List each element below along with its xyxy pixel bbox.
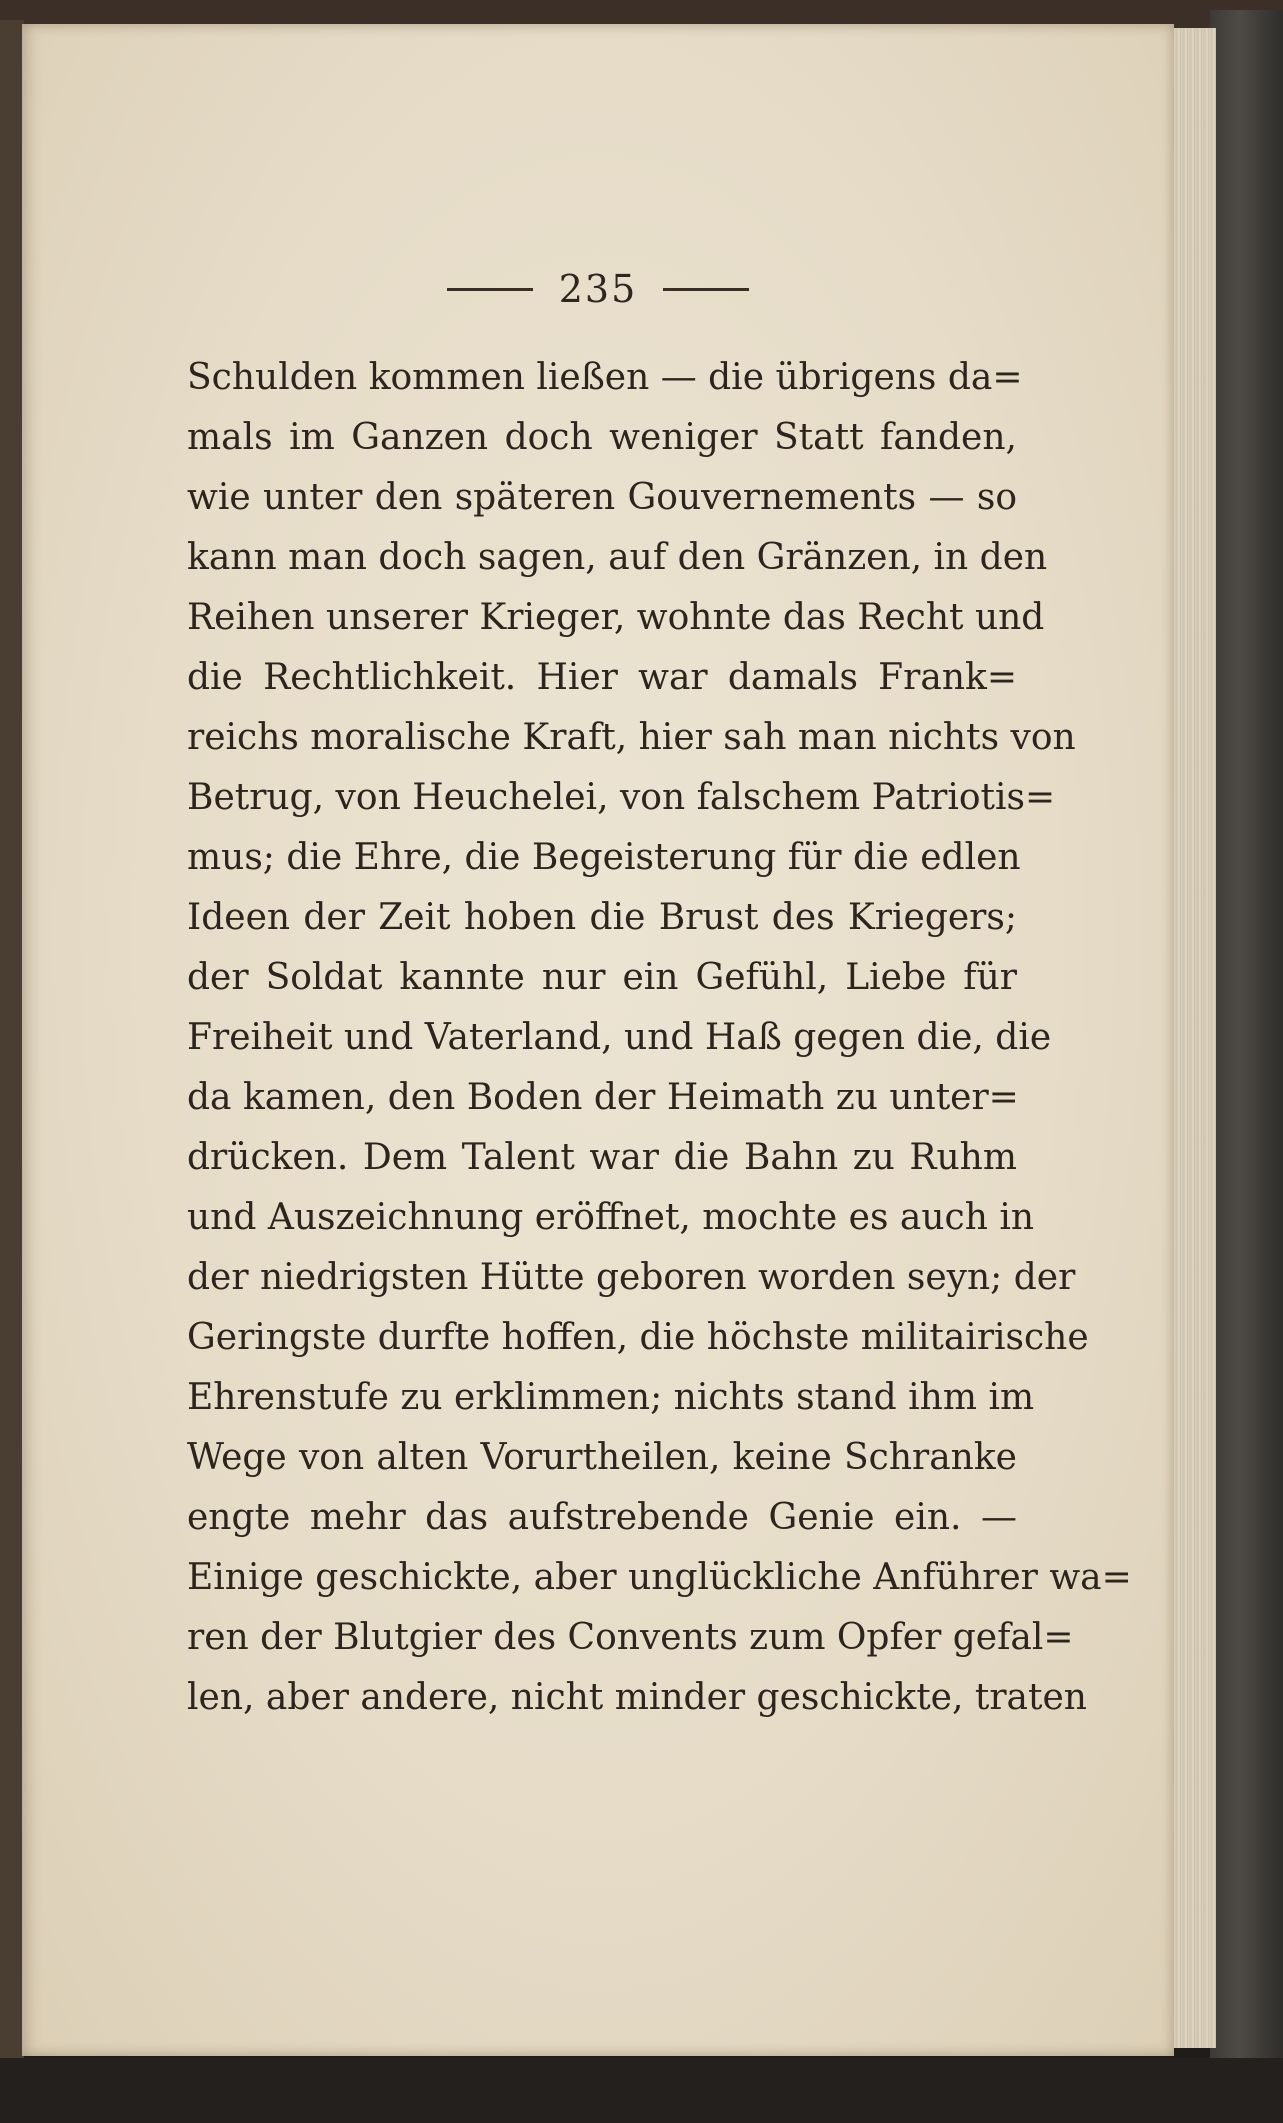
text-line: da kamen, den Boden der Heimath zu unter= xyxy=(187,1077,1019,1118)
text-line: der niedrigsten Hütte geboren worden seyn; der xyxy=(187,1257,1076,1298)
text-line: Betrug, von Heuchelei, von falschem Patriotis= xyxy=(187,777,1056,818)
text-line: drücken. Dem Talent war die Bahn zu Ruhm xyxy=(187,1137,1017,1178)
text-line: Reihen unserer Krieger, wohnte das Recht und xyxy=(187,597,1045,638)
page-header xyxy=(22,264,1174,314)
text-line: mals im Ganzen doch weniger Statt fanden, xyxy=(187,417,1017,458)
text-line: wie unter den späteren Gouvernements — so xyxy=(187,477,1017,518)
header-rule-left xyxy=(447,288,533,291)
text-line: len, aber andere, nicht minder geschickte, traten xyxy=(187,1677,1087,1718)
text-line: Ehrenstufe zu erklimmen; nichts stand ihm im xyxy=(187,1377,1035,1418)
text-line: mus; die Ehre, die Begeisterung für die edlen xyxy=(187,837,1021,878)
text-line: Geringste durfte hoffen, die höchste militairische xyxy=(187,1317,1089,1358)
book-cover-bottom-edge xyxy=(0,2058,1283,2123)
text-line: reichs moralische Kraft, hier sah man nichts von xyxy=(187,717,1076,758)
text-line: Schulden kommen ließen — die übrigens da= xyxy=(187,357,1023,398)
text-line: der Soldat kannte nur ein Gefühl, Liebe für xyxy=(187,957,1017,998)
text-line: Einige geschickte, aber unglückliche Anführer wa= xyxy=(187,1557,1132,1598)
book-cover-left-edge xyxy=(0,20,24,2080)
page-number: 235 xyxy=(558,267,638,311)
text-line: und Auszeichnung eröffnet, mochte es auch in xyxy=(187,1197,1035,1238)
text-line: Freiheit und Vaterland, und Haß gegen die, die xyxy=(187,1017,1052,1058)
text-line: kann man doch sagen, auf den Gränzen, in den xyxy=(187,537,1048,578)
book-cover-right-board xyxy=(1210,10,1283,2080)
text-line: engte mehr das aufstrebende Genie ein. — xyxy=(187,1497,1017,1538)
text-line: Ideen der Zeit hoben die Brust des Kriegers; xyxy=(187,897,1017,938)
text-line: die Rechtlichkeit. Hier war damals Frank= xyxy=(187,657,1017,698)
body-text xyxy=(187,348,1132,1728)
book-page xyxy=(22,24,1174,2056)
header-rule-right xyxy=(663,288,749,291)
text-line: ren der Blutgier des Convents zum Opfer gefal= xyxy=(187,1617,1074,1658)
text-line: Wege von alten Vorurtheilen, keine Schranke xyxy=(187,1437,1017,1478)
